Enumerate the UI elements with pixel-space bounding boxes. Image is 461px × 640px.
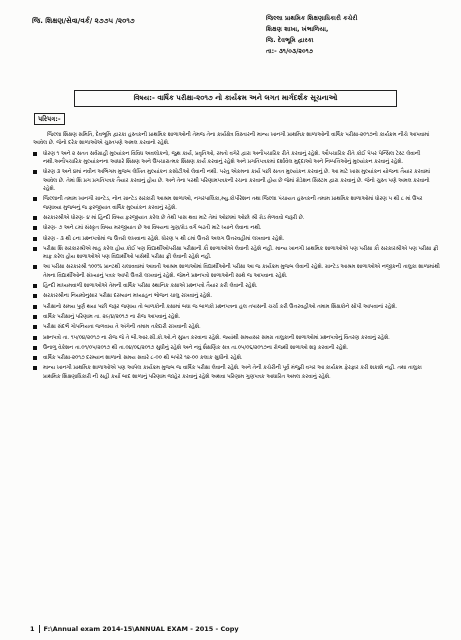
instruction-list	[33, 150, 440, 381]
intro-paragraph: જિલ્લા શિક્ષણ સમિતિ, દેવભૂમિ દ્વારકા હસ્તકની પ્રાથમિક શાળાઓની તેમજ તેના કાર્યક્ષેત્ર વિસ્તારની માન્ય ખાનગી પ્રાથમિક શાળાઓની વાર્ષિક પરીક્ષા-૨૦૧૭નો કાર્યક્રમ નીચે આપવામાં આવેલ છે. જેનો દરેક શાળાઓએ ચુસ્તપણે અમલ કરવાનો રહેશે.	[33, 132, 430, 147]
instruction-item	[33, 334, 440, 342]
instruction-item	[33, 263, 440, 280]
instruction-text: ઉનાળુ વેકેશન તા.૦૧/૦૫/૨૦૧૭ થી તા.૦૪/૦૬/૨૦૧૭ સુધીનું રહેશે અને નવું શૈક્ષણિક સત્ર તા.૦૫/૦૬/૨૦૧૭ના રોજથી શાળાઓ શરૂ કરવાની રહેશે.	[43, 344, 349, 351]
circular-label: પરિપત્ર:-	[34, 113, 65, 125]
instruction-text: પરીક્ષા શિ સરકારશ્રીએ માહ કરેલ હોય કોઈ પણ વિદ્યાર્થીઓપરીક્ષા પરીક્ષાની કૌ શાળાઓએ લેવાની રહેશે નહી. માન્ય ખાનગી પ્રાથમિક શાળાઓએ પણ પરીક્ષા કૌ સરકારશ્રીએ પણ પરીક્ષા ફ્રી માફ કરેલ હોય શાળાઓએ પણ વિદ્યાર્થીઓ પાસેથી પરીક્ષા ફ્રી લેવાની રહેશે નહી.	[43, 245, 439, 261]
bullet-square-icon	[33, 305, 37, 309]
instruction-text: ધોરણ ૧ અને ૨ સતત સર્વગ્રાહી મુલ્યાંકન વિવિધ અવલોકનો, જુથ કાર્ય, પ્રવૃતિઓ, રમતો વગેરે દ્વારા અનૌપચારિક રીતે કરવાનું રહેશે. ઔપચારિક રીતે કોઈ પેપર પેન્સિલ ટેસ્ટ લેવાની નથી.અનૌપચારિક મુલ્યાંકનના આધારે શિક્ષણ અને ઉપચારાત્મક શિક્ષણ કાર્ય કરવાનું રહેશે અને પ્રગતિપત્રકમાં દર્શાવેલ મુદ્દાઓ અને નિષ્પત્તિઓનું મુલ્યાંકન કરવાનું રહેશે.	[43, 150, 421, 166]
instruction-text: સરકારશ્રીએ ધોરણ- ૪ માં હિન્દી વિષય ફરજીયાત કરેલ છે તેથી પાસ થવા માટે તેમાં ઓછામાં ઓછો શ્રી ગ્રેડ મેળવવો જરૂરી છે.	[43, 214, 305, 221]
bullet-square-icon	[33, 237, 37, 241]
bullet-square-icon	[33, 346, 37, 350]
instruction-text: માન્ય ખાનગી પ્રાથમિક શાળાઓએ પણ આપેલ કાર્યક્રમ મુજબ જ વાર્ષિક પરીક્ષા લેવાની રહેશે. અને તેની કચેરીની પૂર્વ મંજુરી વગર આ કાર્યક્રમ ફેરફાર કરી શકાશે નહી. તથા તાલુકા પ્રાથમિક શિક્ષણાધિકારી ની સહી કર્યા બાદ શાળાનું પરિણામ જાહેર કરવાનું રહેશે અથવા પરિણામ ગુણપત્રક આધારિત અમલ કરવાનું રહેશે.	[43, 365, 422, 380]
page-footer	[30, 625, 239, 633]
bullet-square-icon	[33, 152, 37, 156]
page-number: 1	[30, 625, 40, 633]
instruction-item	[33, 354, 440, 362]
instruction-item	[33, 235, 440, 243]
instruction-text: જિલ્લાની તમામ ખાનગી ગ્રાન્ટેડ, નોન ગ્રાન્ટેડ સરકારી આશ્રમ શાળાઓ, નગરપાલિકા,મ્યુ.કોર્પોરેશન તથા જિલ્લા પંચાયત હસ્તકની તમામ પ્રાથમિક શાળાઓમાં ધોરણ ૫ થી ૮ માં ઉપર જણાવ્યા મુજબનું જ ફરજીયાત વાર્ષિક મુલ્યાંકન કરવાનું રહેશે.	[43, 196, 423, 211]
instruction-text: આ પરીક્ષા સરકારશ્રી ૧૦૦% પ્રાન્ટથી ચલાવવામાં આવતી આશ્રમ શાળાઓમાં વિદ્યાર્થીઓની પરીક્ષા આ જ કાર્યક્રમ મુજબ લેવાની રહેશે. ગ્રાન્ટેડ આશ્રમ શાળાઓએ નજીકની તાલુકા શાળામાંથી તેમના વિદ્યાર્થીઓની સંખ્યાનું પત્રક આપી ઉત્તરો લખવાનું રહેશે. જેમને પ્રશ્નપત્રો શાળાઓની સાથે જ આપવાના રહેશે.	[43, 264, 440, 279]
instruction-item	[33, 224, 440, 232]
bullet-square-icon	[33, 325, 37, 329]
instruction-text: વાર્ષિક પરીક્ષા-૨૦૧૭ દરમ્યાન શાળાનો સમય સવારે ૮-૦૦ થી બપોરે ૧૨-૦૦ કલાક સુધીનો રહેશે.	[43, 355, 243, 362]
instruction-text: પરીક્ષાનો સમય પુર્ણ થયા પછી જરૂર જણાય તો બાળકોની કક્ષામાં બધા જ બાળકો પ્રશ્નપત્રના હલ તપાસની ચર્ચા કરી ઉત્તરવહીઓ તમામ શિક્ષકોને સોંપી આપવાનાં રહેશે.	[43, 303, 398, 310]
bullet-square-icon	[33, 226, 37, 230]
instruction-item	[33, 168, 440, 193]
instruction-text: હિન્દી માધ્યમવાળી શાળાઓએ તેમની વાર્ષિક પરીક્ષા સ્થાનિક કક્ષાએ પ્રશ્નપત્રો તૈયાર કરી લેવાની રહેશે.	[43, 283, 258, 290]
bullet-square-icon	[33, 284, 37, 288]
bullet-square-icon	[33, 294, 37, 298]
document-date: તા:- ૩૧/૦૩/૨૦૧૭	[266, 48, 314, 55]
instruction-item	[33, 323, 440, 331]
instruction-item	[33, 150, 440, 167]
instruction-text: પરીક્ષા સંદર્ભે ગોપનિયતા જળવાય તે અંગેની તમામ તકેદારી રાખવાની રહેશે.	[43, 324, 201, 331]
bullet-square-icon	[33, 216, 37, 220]
document-body	[33, 131, 440, 383]
instruction-item	[33, 292, 440, 300]
office-branch: શિક્ષણ શાખા, ખંભાળિયા,	[266, 26, 329, 33]
instruction-item	[33, 214, 440, 222]
bullet-square-icon	[33, 170, 37, 174]
instruction-text: ધોરણ ૩ અને ૪માં નવીન અભિગમ મુજબ લેખિત મુલ્યાંકન કસોટીઓ લેવાની નથી. પરંતુ એકમના કાર્ય પછી સતત મુલ્યાંકન કરવાનું છે. આ માટે ખાસ મુલ્યાંકન યોજના તૈયાર કરવામાં આવેલ છે. તેમાં શિ પ્રગ પ્રગતિપત્રક તૈયાર કરવાનું હોય છે. અને તેના પરથી પરિણામપત્રકની રચના કરવાની હોય છે જેમાં ગ્રેડેશન સિસ્ટમ દ્વારા કરવાનું છે. જેનો ચુસ્ત પણે અમલ કરવાનો રહેશે.	[43, 169, 431, 193]
office-name: જિલ્લા પ્રાથમિક શિક્ષણાધિકારી કચેરી	[266, 15, 358, 22]
bullet-square-icon	[33, 356, 37, 360]
instruction-item	[33, 245, 440, 262]
instruction-text: પ્રશ્નપત્રો તા. ૧૫/૦૪/૨૦૧૭ ના રોજ જે તે બી.આર.સી.કો.ઓ.ને સુપ્રત કરવાના રહેશે. જ્યાંથી સમયસર સમગ્ર તાલુકાની શાળાઓમાં પ્રશ્નપત્રોનું વિતરણ કરવાનું રહેશે.	[43, 334, 390, 341]
bullet-square-icon	[33, 265, 37, 269]
bullet-square-icon	[33, 197, 37, 201]
instruction-item	[33, 195, 440, 212]
bullet-square-icon	[33, 315, 37, 319]
bullet-square-icon	[33, 247, 37, 251]
reference-number: જિ. શિક્ષણ/સેવા/વર્ક/ ૨૭૭૫ /૨૦૧૭	[32, 17, 135, 25]
instruction-text: સરકારશ્રીના નિયમોનુસાર પરીક્ષા દરમ્યાન મધ્યાહન ભોજન ચાલુ રાખવાનું રહેશે.	[43, 293, 213, 300]
subject-line: વિષય:- વાર્ષિક પરીક્ષા-૨૦૧૭ નો કાર્યક્રમ અને લગત માર્ગદર્શક સૂચનાઓ	[74, 90, 397, 107]
instruction-item	[33, 313, 440, 321]
instruction-text: ધોરણ- ૭ અને ૮માં સંસ્કૃત વિષય મરજીયાત છે આ વિષયના ગુણ/ગ્રેડ વર્ગ બઢતી માટે ધ્યાને લેવાના નથી.	[43, 225, 262, 232]
office-address	[266, 13, 357, 57]
file-path: F:\Annual exam 2014-15\ANNUAL EXAM - 2015 - Copy	[43, 625, 239, 633]
instruction-text: ધોરણ - ૩ થી ૮ના પ્રશ્નપત્રોમાં જ ઉત્તરો લખવાના રહેશે. ધોરણ ૫ થી ૮માં ઉત્તરો અલગ ઉત્તરવહીમાં લખવાના રહેશે.	[43, 235, 285, 242]
instruction-text: વાર્ષિક પરીક્ષાનું પરિણામ તા. ૨૯/૪/૨૦૧૭ ના રોજ આપવાનું રહેશે.	[43, 313, 181, 320]
office-district: જિ. દેવભૂમિ દ્વારકા	[266, 37, 314, 44]
bullet-square-icon	[33, 336, 37, 340]
instruction-item	[33, 344, 440, 352]
bullet-square-icon	[33, 366, 37, 370]
instruction-item	[33, 282, 440, 290]
instruction-item	[33, 303, 440, 311]
instruction-item	[33, 364, 440, 381]
